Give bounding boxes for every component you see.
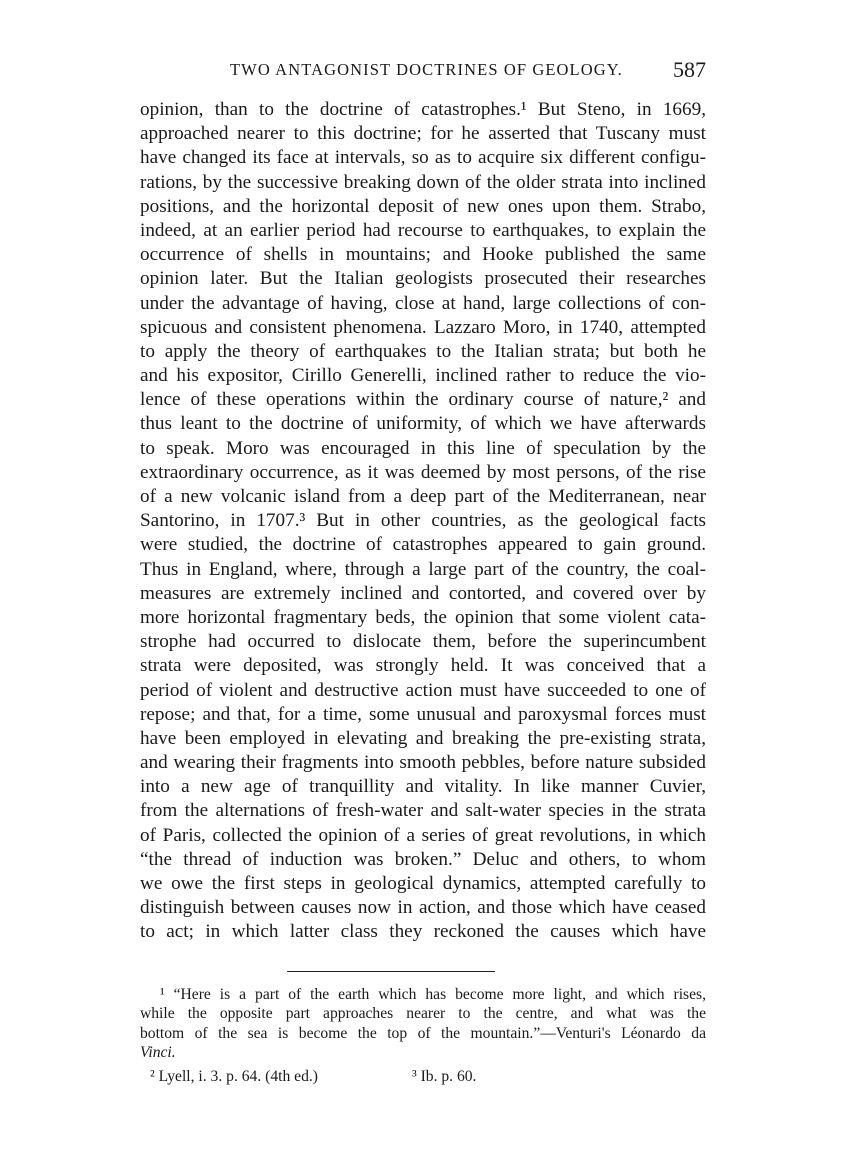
footnote-2: ² Lyell, i. 3. p. 64. (4th ed.) xyxy=(150,1067,318,1085)
footnote-row xyxy=(140,1065,706,1089)
body-line: have changed its face at intervals, so as to acquire six different configu- xyxy=(140,147,706,169)
body-line: period of violent and destructive action must have succeeded to one of xyxy=(140,679,706,701)
body-line: extraordinary occurrence, as it was deemed by most persons, of the rise xyxy=(140,461,706,483)
body-line: under the advantage of having, close at hand, large collections of con- xyxy=(140,292,706,314)
footnote-1-line: Vinci. xyxy=(140,1044,176,1062)
body-line: more horizontal fragmentary beds, the opinion that some violent cata- xyxy=(140,606,706,628)
body-line: repose; and that, for a time, some unusual and paroxysmal forces must xyxy=(140,703,706,725)
page-header xyxy=(146,57,706,88)
body-line: distinguish between causes now in action, and those which have ceased xyxy=(140,897,706,919)
body-line: lence of these operations within the ordinary course of nature,² and xyxy=(140,389,706,411)
body-line: thus leant to the doctrine of uniformity, of which we have afterwards xyxy=(140,413,706,435)
body-line: approached nearer to this doctrine; for he asserted that Tuscany must xyxy=(140,123,706,145)
body-line: opinion later. But the Italian geologists prosecuted their researches xyxy=(140,268,706,290)
page-number: 587 xyxy=(673,57,706,82)
body-line: and wearing their fragments into smooth pebbles, before nature subsided xyxy=(140,752,706,774)
body-line: “the thread of induction was broken.” Deluc and others, to whom xyxy=(140,848,706,870)
body-line: opinion, than to the doctrine of catastrophes.¹ But Steno, in 1669, xyxy=(140,99,706,120)
body-line: to act; in which latter class they reckoned the causes which have xyxy=(140,921,706,943)
body-line: from the alternations of fresh-water and salt-water species in the strata xyxy=(140,800,706,822)
body-line: have been employed in elevating and breaking the pre-existing strata, xyxy=(140,727,706,749)
body-line: Thus in England, where, through a large part of the country, the coal- xyxy=(140,558,706,580)
body-line: into a new age of tranquillity and vitality. In like manner Cuvier, xyxy=(140,776,706,798)
body-line: strata were deposited, was strongly held. It was conceived that a xyxy=(140,655,706,677)
footnote-1-line: ¹ “Here is a part of the earth which has become more light, and which rises, xyxy=(160,986,706,1003)
footnote-1-line: bottom of the sea is become the top of the mountain.”—Venturi's Léonardo da xyxy=(140,1024,706,1042)
body-line: and his expositor, Cirillo Generelli, inclined rather to reduce the vio- xyxy=(140,365,706,387)
footnote-1-line: while the opposite part approaches nearer to the centre, and what was the xyxy=(140,1005,706,1023)
body-line: we owe the first steps in geological dynamics, attempted carefully to xyxy=(140,873,706,894)
body-line: to apply the theory of earthquakes to the Italian strata; but both he xyxy=(140,340,706,362)
body-line: of a new volcanic island from a deep part of the Mediterranean, near xyxy=(140,486,706,507)
footnote-rule xyxy=(287,971,495,972)
body-line: spicuous and consistent phenomena. Lazzaro Moro, in 1740, attempted xyxy=(140,316,706,338)
body-line: rations, by the successive breaking down of the older strata into inclined xyxy=(140,171,706,193)
body-line: strophe had occurred to dislocate them, before the superincumbent xyxy=(140,631,706,653)
body-line: occurrence of shells in mountains; and Hooke published the same xyxy=(140,244,706,266)
footnote-3: ³ Ib. p. 60. xyxy=(412,1067,477,1085)
body-line: Santorino, in 1707.³ But in other countries, as the geological facts xyxy=(140,510,706,532)
body-line: measures are extremely inclined and contorted, and covered over by xyxy=(140,582,706,604)
body-line: to speak. Moro was encouraged in this line of speculation by the xyxy=(140,437,706,459)
running-title: TWO ANTAGONIST DOCTRINES OF GEOLOGY. xyxy=(230,60,623,79)
body-text xyxy=(140,98,706,945)
footnotes xyxy=(140,985,706,1089)
body-line: indeed, at an earlier period had recourse to earthquakes, to explain the xyxy=(140,219,706,241)
body-line: positions, and the horizontal deposit of new ones upon them. Strabo, xyxy=(140,195,706,217)
body-line: of Paris, collected the opinion of a series of great revolutions, in which xyxy=(140,824,706,846)
body-line: were studied, the doctrine of catastrophes appeared to gain ground. xyxy=(140,534,706,556)
